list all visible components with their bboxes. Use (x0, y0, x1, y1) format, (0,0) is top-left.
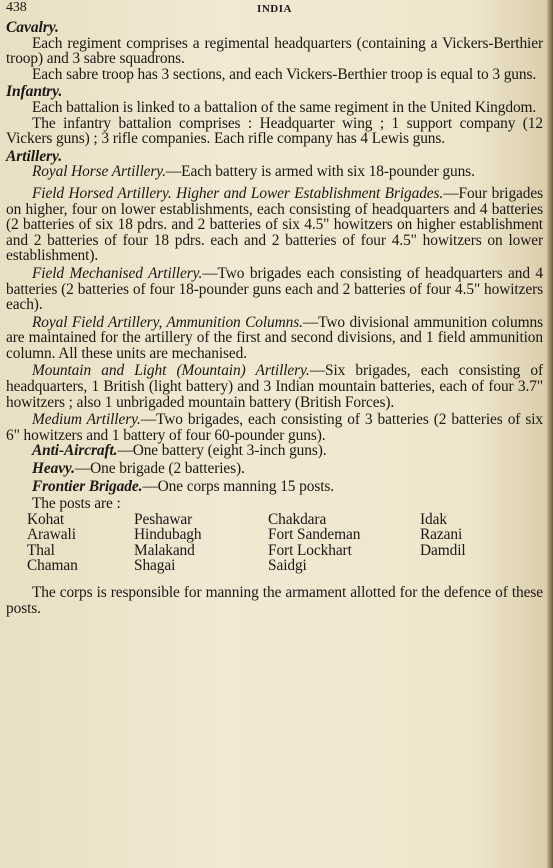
fma-paragraph (6, 266, 543, 313)
mla-paragraph (6, 363, 543, 410)
post-name: Idak (420, 510, 447, 528)
rha-paragraph (6, 164, 543, 180)
fha-title: Field Horsed Artillery. Higher and Lower Establishment Brigades. (32, 184, 444, 202)
aa-text: —One battery (eight 3-inch guns). (117, 442, 327, 460)
mla-title: Mountain and Light (Mountain) Artillery. (32, 362, 310, 380)
page-number: 438 (6, 0, 27, 15)
post-name: Razani (420, 526, 463, 544)
medium-paragraph (6, 412, 543, 443)
running-head: INDIA (257, 3, 292, 15)
rfa-title: Royal Field Artillery, Ammunition Columns. (32, 313, 303, 331)
post-name: Fort Sandeman (268, 526, 361, 544)
page-header (6, 0, 543, 18)
fha-text: —Four brigades on higher, four on lower establishments, each consisting of headquarters and 4 batteries (2 batteries of six 18 pdrs. and 2 batteries of six 4.5" howitzers on higher establishment and 2 batteries of four 18 pdrs. each and 2 batteries of four 4.5" howitzers on lower establishment). (6, 184, 543, 265)
medium-text: —Two brigades, each consisting of 3 batteries (2 batteries of six 6" howitzers and 1 battery of four 60-pounder guns). (6, 411, 543, 444)
heavy-paragraph (6, 461, 543, 477)
artillery-heading: Artillery. (6, 147, 63, 165)
post-name: Shagai (134, 557, 176, 575)
medium-title: Medium Artillery. (32, 411, 141, 429)
frontier-title: Frontier Brigade. (32, 477, 143, 495)
closing-paragraph: The corps is responsible for manning the armament allotted for the defence of these posts. (6, 584, 543, 618)
cavalry-paragraph-2: Each sabre troop has 3 sections, and each Vickers-Berthier troop is equal to 3 guns. (32, 65, 537, 83)
posts-table (27, 512, 543, 574)
posts-intro: The posts are : (32, 495, 121, 513)
frontier-paragraph (6, 479, 543, 495)
post-name: Peshawar (134, 510, 193, 528)
rfa-text: —Two divisional ammunition columns are maintained for the artillery of the first and second divisions, and 1 field ammunition column. All these units are mechanised. (6, 313, 543, 362)
heavy-text: —One brigade (2 batteries). (74, 460, 245, 478)
post-name: Thal (27, 541, 55, 559)
cavalry-paragraph-1: Each regiment comprises a regimental headquarters (containing a Vickers-Berthier troop) and 3 sabre squadrons. (6, 34, 543, 68)
post-name: Chakdara (268, 510, 327, 528)
fha-paragraph (6, 186, 543, 264)
fma-text: —Two brigades each consisting of headquarters and 4 batteries (2 batteries of four 18-pounder guns each and 2 batteries of four 4.5" howitzers each). (6, 264, 544, 314)
fma-title: Field Mechanised Artillery. (32, 264, 203, 282)
infantry-heading: Infantry. (6, 83, 63, 101)
infantry-paragraph-1: Each battalion is linked to a battalion of the same regiment in the United Kingdom. (32, 98, 537, 116)
page-edge-shadow (547, 0, 553, 868)
frontier-text: —One corps manning 15 posts. (142, 477, 335, 495)
post-name: Kohat (27, 510, 65, 528)
aa-paragraph (6, 443, 543, 459)
cavalry-heading: Cavalry. (6, 19, 59, 36)
post-name: Chaman (27, 557, 78, 575)
post-name: Hindubagh (134, 526, 202, 544)
post-name: Saidgi (268, 557, 307, 575)
rfa-paragraph (6, 315, 543, 362)
heavy-title: Heavy. (32, 460, 75, 478)
infantry-paragraph-2: The infantry battalion comprises : Headquarter wing ; 1 support company (12 Vickers guns) ; 3 rifle companies. Each rifle company has 4 Lewis guns. (6, 114, 543, 148)
post-name: Malakand (134, 541, 195, 559)
post-name: Fort Lockhart (268, 541, 352, 559)
mla-text: —Six brigades, each consisting of headquarters, 1 British (light battery) and 3 Indian mountain batteries, each of four 3.7" howitzers ; also 1 unbrigaded mountain battery (British Forces). (6, 362, 543, 411)
post-name (420, 558, 530, 573)
post-name: Damdil (420, 541, 466, 559)
rha-text: —Each battery is armed with six 18-pounder guns. (165, 163, 475, 181)
post-name: Arawali (27, 526, 76, 544)
rha-title: Royal Horse Artillery. (32, 163, 166, 181)
aa-title: Anti-Aircraft. (32, 442, 118, 460)
